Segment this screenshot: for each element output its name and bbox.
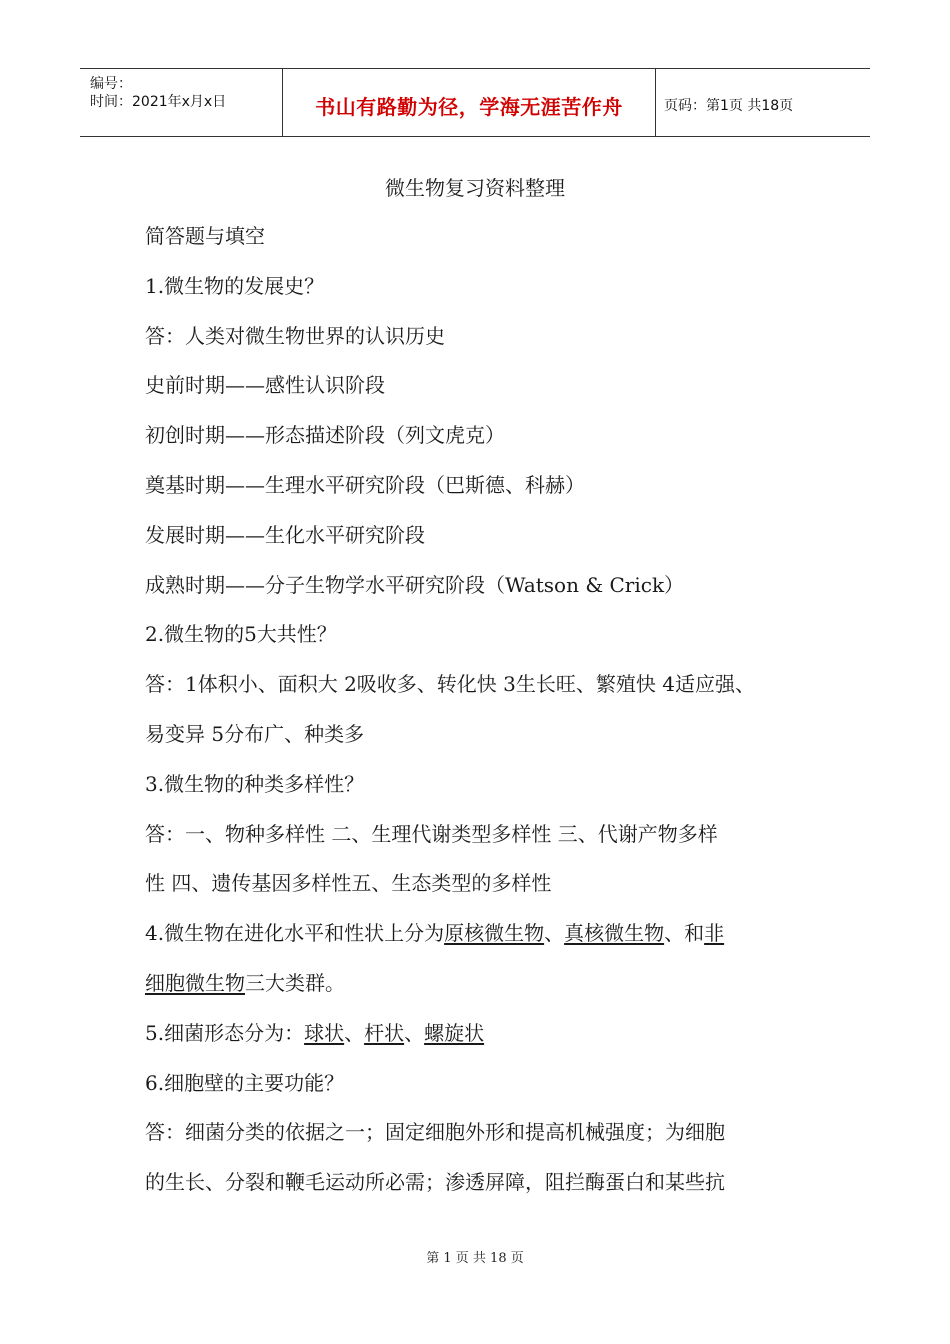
question-3: 3.微生物的种类多样性？ bbox=[145, 771, 365, 796]
answer-line: 答：细菌分类的依据之一；固定细胞外形和提高机械强度；为细胞 bbox=[145, 1120, 725, 1145]
question-4-cont bbox=[145, 959, 825, 1009]
text-span: 5.细菌形态分为： bbox=[145, 1020, 305, 1045]
question-5 bbox=[145, 1009, 825, 1059]
document-title: 微生物复习资料整理 bbox=[385, 176, 565, 200]
answer-line: 答：人类对微生物世界的认识历史 bbox=[145, 323, 445, 348]
question-1: 1.微生物的发展史？ bbox=[145, 273, 325, 298]
page-footer: 第 1 页 共 18 页 bbox=[426, 1251, 524, 1266]
answer-line: 性 四、遗传基因多样性五、生态类型的多样性 bbox=[145, 871, 552, 896]
time-label: 时间：2021年x月x日 bbox=[90, 94, 227, 110]
text-span: 、 bbox=[544, 921, 565, 946]
blank-answer: 细胞微生物 bbox=[145, 970, 245, 995]
question-4 bbox=[145, 909, 825, 959]
blank-answer: 原核微生物 bbox=[444, 921, 545, 946]
header-table bbox=[80, 68, 870, 137]
answer-line: 成熟时期——分子生物学水平研究阶段（Watson & Crick） bbox=[145, 572, 685, 597]
answer-line: 答：1体积小、面积大 2吸收多、转化快 3生长旺、繁殖快 4适应强、 bbox=[145, 672, 755, 697]
header-left-cell bbox=[80, 69, 283, 136]
section-heading: 简答题与填空 bbox=[145, 224, 265, 248]
text-span: 、 bbox=[344, 1020, 365, 1045]
answer-line: 史前时期——感性认识阶段 bbox=[145, 373, 385, 398]
question-2: 2.微生物的5大共性？ bbox=[145, 622, 337, 647]
motto: 书山有路勤为径，学海无涯苦作舟 bbox=[315, 95, 623, 119]
text-span: 4.微生物在进化水平和性状上分为 bbox=[145, 921, 445, 946]
question-6: 6.细胞壁的主要功能？ bbox=[145, 1070, 345, 1095]
blank-answer: 真核微生物 bbox=[564, 921, 665, 946]
text-span: 、 bbox=[404, 1020, 425, 1045]
header-motto-cell bbox=[283, 69, 656, 136]
answer-line: 答：一、物种多样性 二、生理代谢类型多样性 三、代谢产物多样 bbox=[145, 821, 718, 846]
answer-line: 奠基时期——生理水平研究阶段（巴斯德、科赫） bbox=[145, 472, 585, 497]
blank-answer: 螺旋状 bbox=[424, 1020, 485, 1045]
text-span: 、和 bbox=[664, 921, 705, 946]
answer-line: 的生长、分裂和鞭毛运动所必需；渗透屏障，阻拦酶蛋白和某些抗 bbox=[145, 1170, 725, 1195]
document-body bbox=[145, 212, 825, 1208]
answer-line: 易变异 5分布广、种类多 bbox=[145, 721, 365, 746]
text-span: 三大类群。 bbox=[245, 970, 345, 995]
number-label: 编号： bbox=[90, 76, 132, 92]
answer-line: 发展时期——生化水平研究阶段 bbox=[145, 522, 425, 547]
answer-line: 初创时期——形态描述阶段（列文虎克） bbox=[145, 423, 505, 448]
blank-answer: 杆状 bbox=[364, 1020, 405, 1045]
blank-answer: 非 bbox=[704, 921, 725, 946]
blank-answer: 球状 bbox=[304, 1020, 345, 1045]
page-info: 页码：第1页 共18页 bbox=[664, 98, 794, 114]
header-page-cell bbox=[656, 69, 870, 136]
